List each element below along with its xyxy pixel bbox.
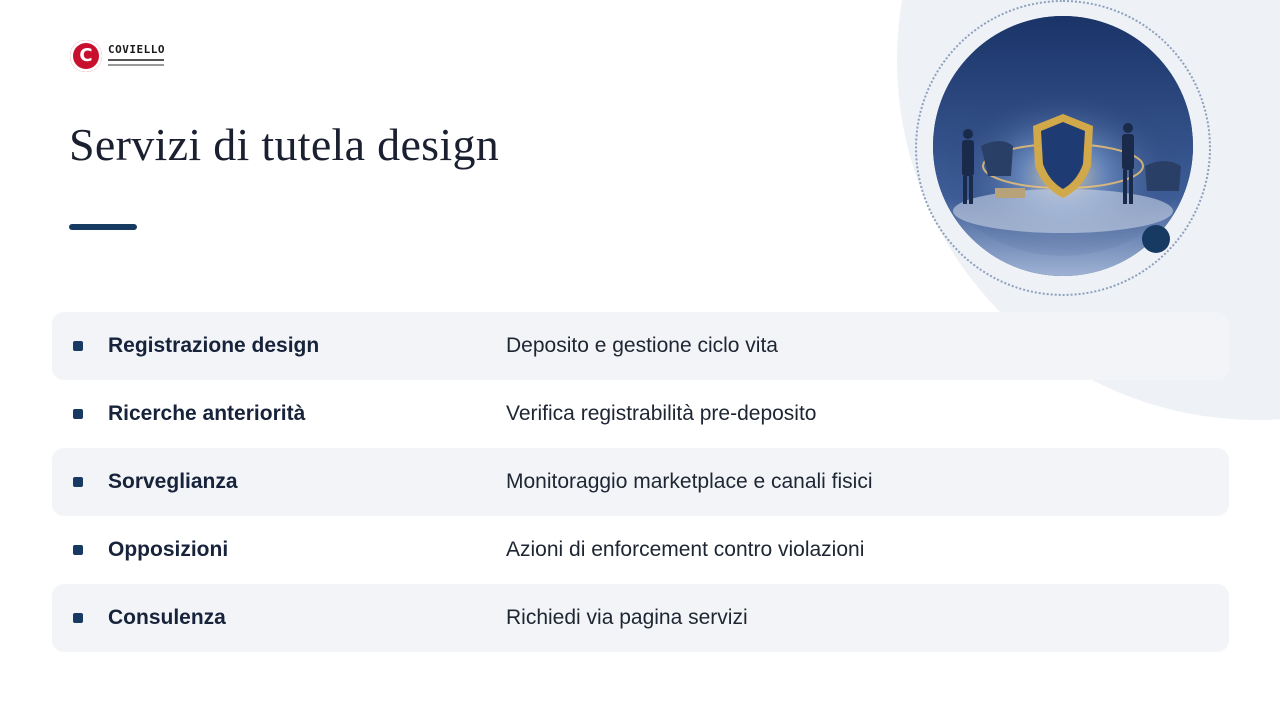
company-logo: [70, 40, 170, 74]
accent-dot: [1142, 225, 1170, 253]
service-description: Deposito e gestione ciclo vita: [506, 334, 778, 357]
bullet-icon: [73, 341, 83, 351]
service-label: Registrazione design: [108, 334, 320, 357]
logo-tagline-line: [108, 59, 164, 61]
service-row: [52, 312, 1229, 380]
bullet-icon: [73, 613, 83, 623]
logo-tagline-line: [108, 64, 164, 66]
bullet-icon: [73, 409, 83, 419]
service-label: Ricerche anteriorità: [108, 402, 306, 425]
copyright-c-icon: [70, 40, 102, 72]
service-description: Richiedi via pagina servizi: [506, 606, 748, 629]
bullet-icon: [73, 477, 83, 487]
service-label: Sorveglianza: [108, 470, 238, 493]
service-label: Consulenza: [108, 606, 226, 629]
service-row: [52, 584, 1229, 652]
bullet-icon: [73, 545, 83, 555]
title-underline: [69, 224, 137, 230]
page-title: Servizi di tutela design: [69, 119, 500, 170]
logo-text: COVIELLO: [108, 43, 165, 56]
services-table: [52, 312, 1229, 652]
service-description: Monitoraggio marketplace e canali fisici: [506, 470, 873, 493]
service-label: Opposizioni: [108, 538, 229, 561]
service-row: [52, 380, 1229, 448]
service-row: [52, 516, 1229, 584]
service-row: [52, 448, 1229, 516]
service-description: Verifica registrabilità pre-deposito: [506, 402, 817, 425]
service-description: Azioni di enforcement contro violazioni: [506, 538, 865, 561]
